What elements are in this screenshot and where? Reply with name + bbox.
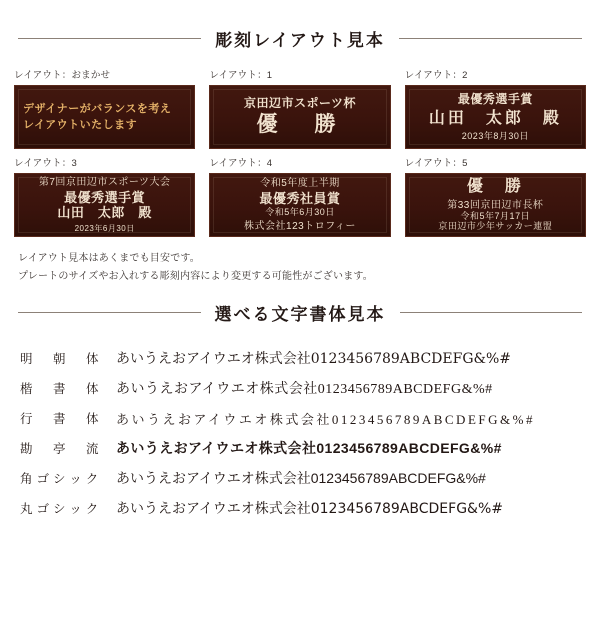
plate-line: 山田 太郎 殿: [428, 109, 562, 127]
plate-line: 京田辺市スポーツ杯: [243, 95, 356, 110]
layout-note: プレートのサイズやお入れする彫刻内容により変更する可能性がございます。: [18, 271, 373, 282]
plate-line: 最優秀社員賞: [259, 191, 341, 207]
plate-grid: [14, 67, 586, 237]
plate-line: 第33回京田辺市長杯: [447, 199, 544, 211]
plate-line: 令和5年6月30日: [265, 207, 335, 218]
font-name: 明 朝 体: [20, 352, 103, 366]
plate-line: 優 勝: [256, 113, 344, 137]
heading-rule-right: [400, 312, 583, 313]
font-name: 行 書 体: [20, 412, 103, 426]
font-sample-text: あいうえおアイウエオ株式会社0123456789ABCDEFG&%#: [116, 501, 503, 517]
plate-line: 令和5年度上半期: [260, 177, 340, 189]
plate-preview: [405, 85, 586, 149]
plate-line: 2023年6月30日: [74, 224, 135, 234]
plate-line: レイアウトいたします: [23, 118, 138, 131]
plate-line: 2023年8月30日: [461, 130, 529, 141]
heading-rule-left: [18, 312, 201, 313]
font-row-kaku-gothic: [20, 463, 580, 493]
font-name: 勘 亭 流: [20, 442, 103, 456]
plate-preview: [209, 173, 390, 237]
plate-line: 京田辺市少年サッカー連盟: [438, 221, 553, 232]
layout-note: レイアウト見本はあくまでも目安です。: [18, 253, 200, 264]
plate-line: 令和5年7月17日: [460, 211, 531, 222]
plate-cell-layout-3: [14, 155, 195, 237]
font-row-kantei: [20, 433, 580, 463]
engrave-layout-heading: [14, 26, 586, 51]
plate-cell-layout-2: [405, 67, 586, 149]
plate-preview: [14, 173, 195, 237]
engrave-layout-title: 彫刻レイアウト見本: [215, 31, 385, 50]
plate-label: レイアウト：おまかせ: [14, 70, 111, 81]
plate-cell-layout-1: [209, 67, 390, 149]
font-sample-list: [14, 343, 586, 523]
plate-preview: [405, 173, 586, 237]
plate-preview: [14, 85, 195, 149]
font-name: 丸ゴシック: [20, 502, 103, 516]
plate-label: レイアウト：2: [404, 70, 468, 81]
plate-line: 第7回京田辺市スポーツ大会: [38, 176, 171, 188]
font-sample-text: あいうえおアイウエオ株式会社0123456789ABCDEFG&%#: [116, 382, 493, 397]
heading-rule-left: [18, 38, 201, 39]
layout-notes: [14, 249, 586, 282]
font-name: 角ゴシック: [20, 472, 103, 486]
plate-label: レイアウト：1: [209, 70, 273, 81]
font-sample-title: 選べる文字書体見本: [214, 305, 386, 324]
plate-line: 優 勝: [466, 178, 524, 196]
font-sample-text: あいうえおアイウエオ株式会社0123456789ABCDEFG&%#: [116, 411, 535, 427]
plate-line: 最優秀選手賞: [457, 91, 533, 106]
font-name: 楷 書 体: [20, 382, 103, 396]
font-row-maru-gothic: [20, 493, 580, 523]
plate-label: レイアウト：3: [14, 158, 77, 169]
font-row-gyosho: [20, 403, 580, 433]
plate-line: 株式会社123トロフィー: [244, 220, 356, 232]
font-row-kaisho: [20, 373, 580, 403]
plate-cell-layout-4: [209, 155, 390, 237]
heading-rule-right: [399, 38, 582, 39]
plate-line: デザイナーがバランスを考え: [23, 102, 172, 115]
page-root: [0, 26, 600, 626]
font-sample-heading: [14, 300, 586, 325]
plate-label: レイアウト：4: [209, 158, 273, 169]
plate-line: 最優秀選手賞: [64, 190, 146, 206]
font-sample-text: あいうえおアイウエオ株式会社0123456789ABCDEFG&%#: [116, 351, 512, 367]
plate-line: 山田 太郎 殿: [57, 205, 152, 221]
plate-preview: [209, 85, 390, 149]
font-sample-text: あいうえおアイウエオ株式会社0123456789ABCDEFG&%#: [116, 470, 486, 486]
plate-cell-layout-5: [405, 155, 586, 237]
font-row-mincho: [20, 343, 580, 373]
plate-cell-omakase: [14, 67, 195, 149]
font-sample-text: あいうえおアイウエオ株式会社0123456789ABCDEFG&%#: [116, 440, 502, 456]
plate-label: レイアウト：5: [404, 158, 468, 169]
